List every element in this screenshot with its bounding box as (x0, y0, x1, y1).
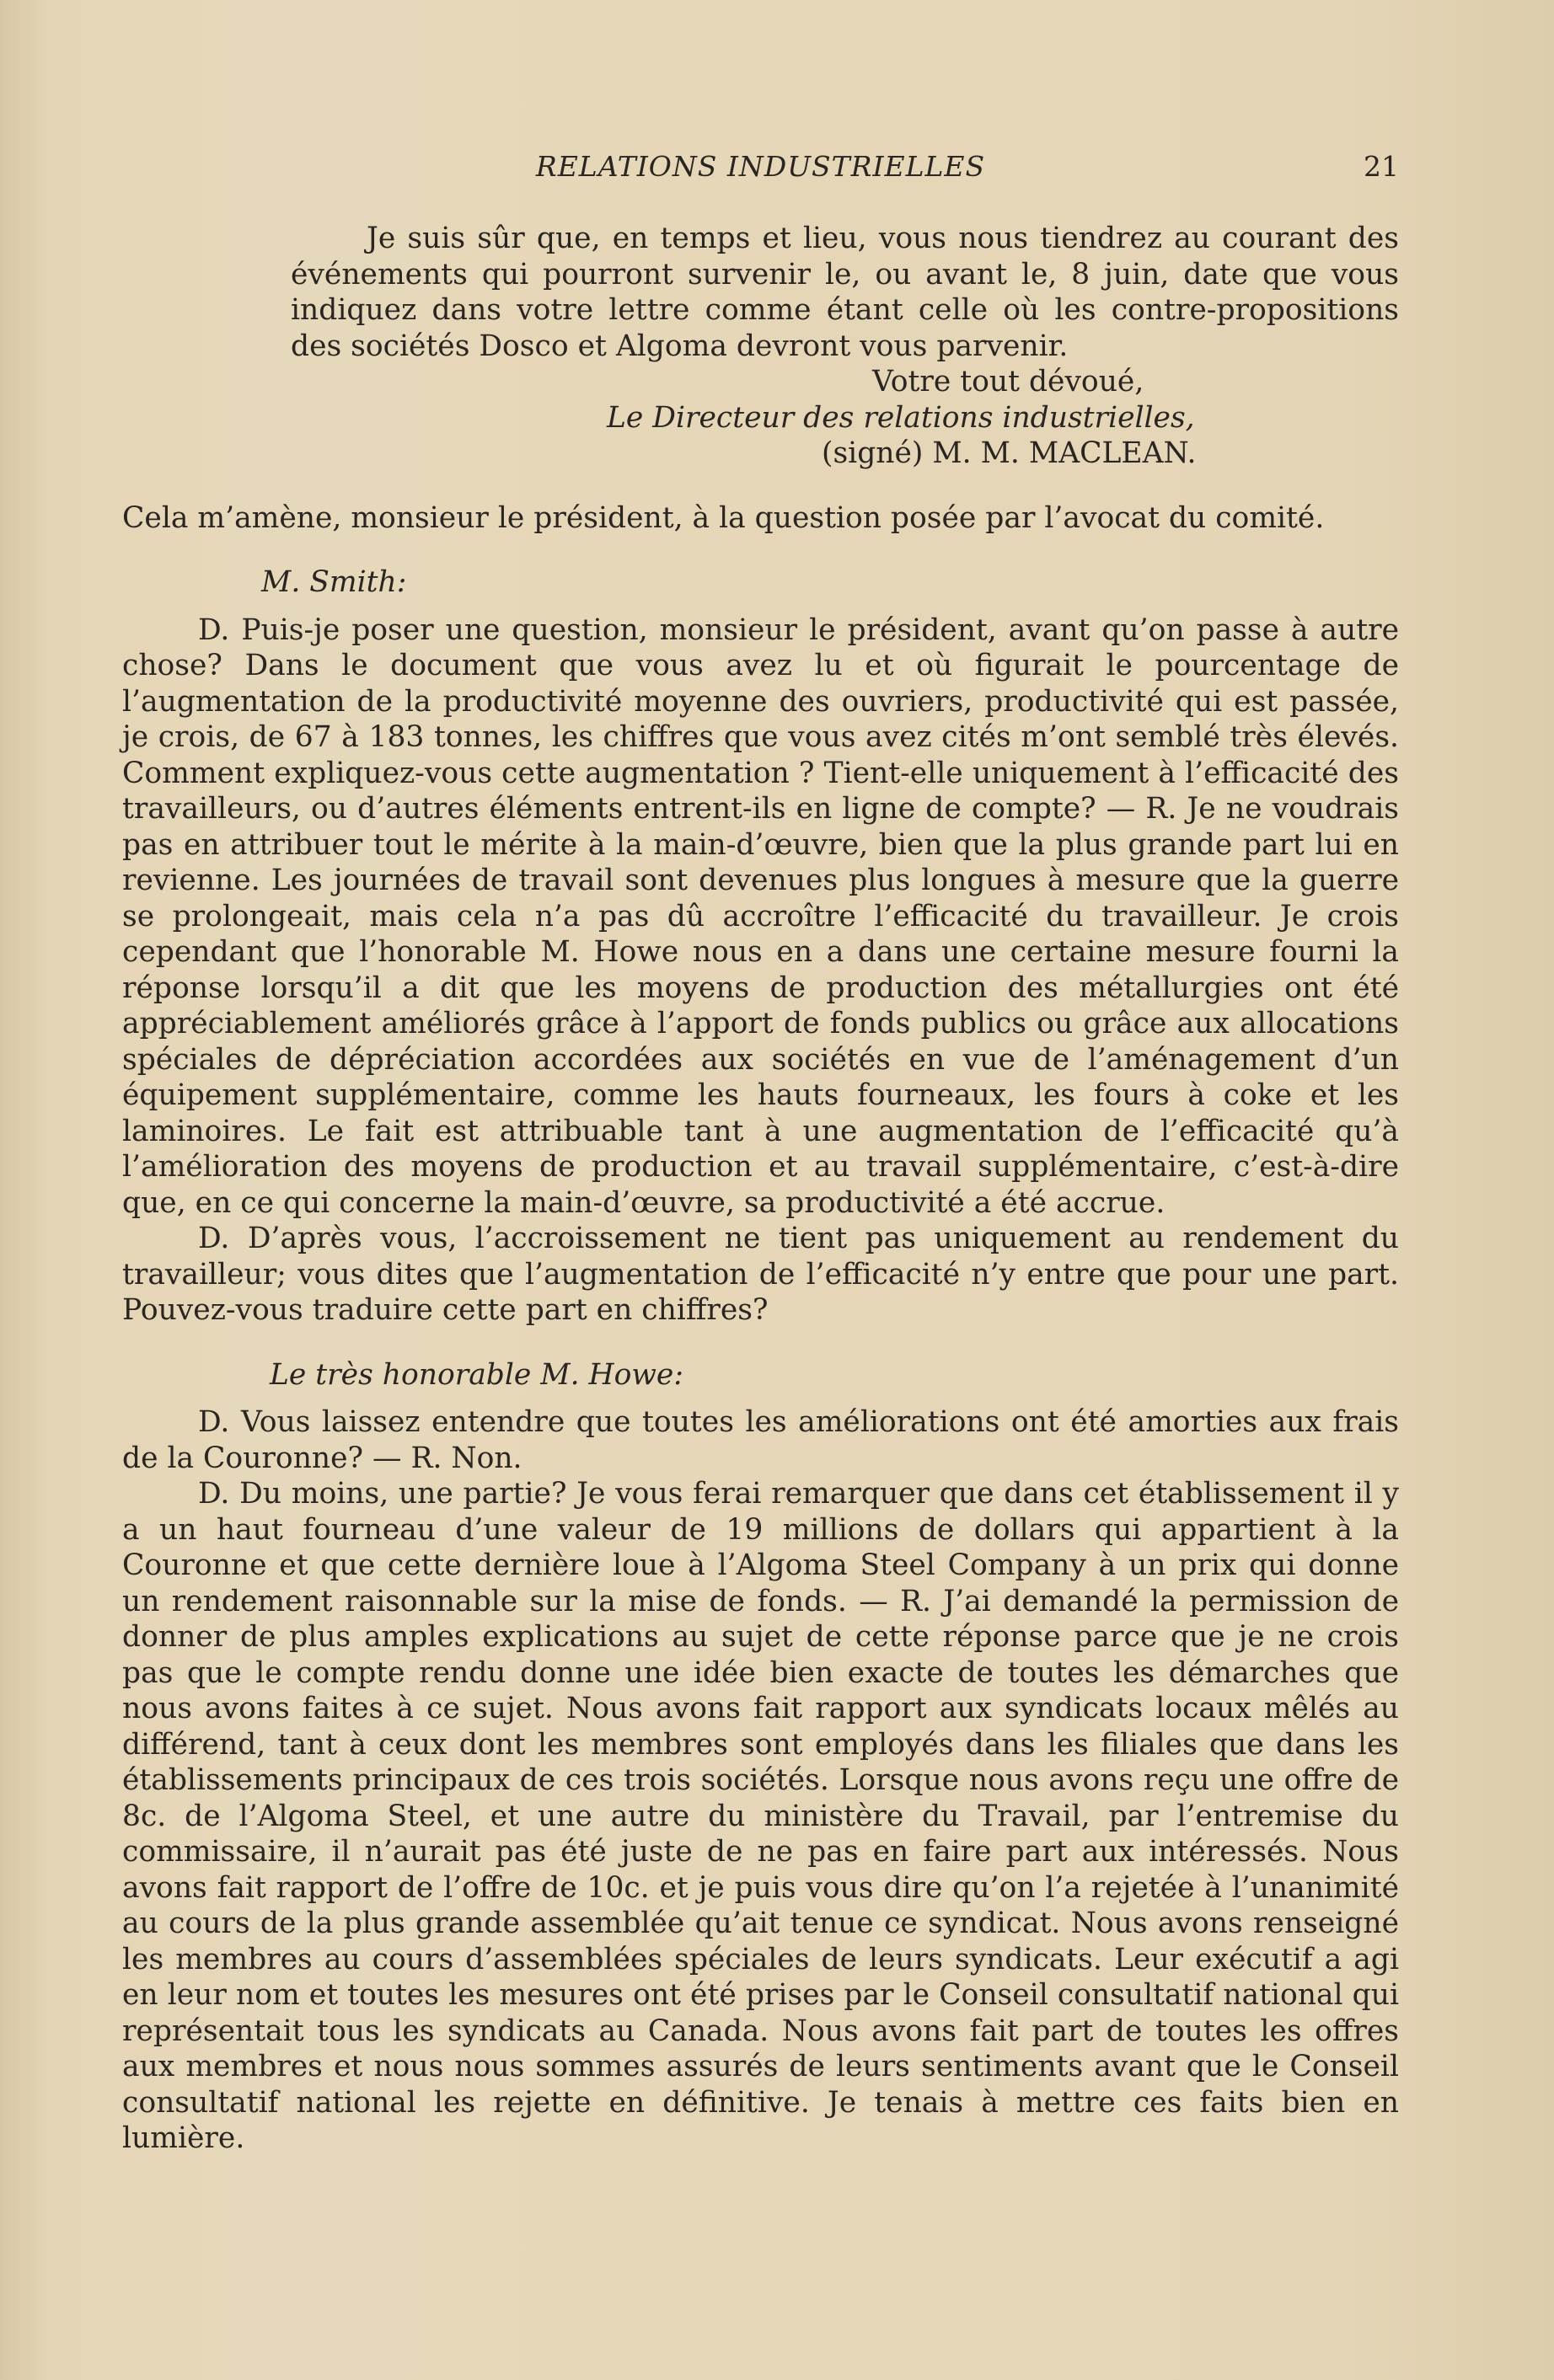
howe-paragraph-2: D. Du moins, une partie? Je vous ferai remarquer que dans cet établissement il y a un haut fourneau d’une valeur de 19 millions de dollars qui appartient à la Couronne et que cette dernière loue à l’Algoma Steel Company à un prix qui donne un rendement raisonnable sur la mise de fonds. — R. J’ai demandé la permission de donner de plus amples explications au sujet de cette réponse parce que je ne crois pas que le compte rendu donne une idée bien exacte de toutes les démarches que nous avons faites à ce sujet. Nous avons fait rapport aux syndicats locaux mêlés au différend, tant à ceux dont les membres sont employés dans les filiales que dans les établissements principaux de ces trois sociétés. Lorsque nous avons reçu une offre de 8c. de l’Algoma Steel, et une autre du ministère du Travail, par l’entremise du commissaire, il n’aurait pas été juste de ne pas en faire part aux intéressés. Nous avons fait rapport de l’offre de 10c. et je puis vous dire qu’on l’a rejetée à l’unanimité au cours de la plus grande assemblée qu’ait tenue ce syndicat. Nous avons renseigné les membres au cours d’assemblées spéciales de leurs syndicats. Leur exécutif a agi en leur nom et toutes les mesures ont été prises par le Conseil consultatif national qui représentait tous les syndicats au Canada. Nous avons fait part de toutes les offres aux membres et nous nous sommes assurés de leurs sentiments avant que le Conseil consultatif national les rejette en définitive. Je tenais à mettre ces faits bien en lumière. (122, 1477, 1399, 2155)
smith-paragraph-1: D. Puis-je poser une question, monsieur le président, avant qu’on passe à autre chose? Dans le document que vous avez lu et où figurait le pourcentage de l’augmentation de la productivité moyenne des ouvriers, productivité qui est passée, je crois, de 67 à 183 tonnes, les chiffres que vous avez cités m’ont semblé très élevés. Comment expliquez-vous cette augmentation ? Tient-elle uniquement à l’efficacité des travailleurs, ou d’autres éléments entrent-ils en ligne de compte? — R. Je ne voudrais pas en attribuer tout le mérite à la main-d’œuvre, bien que la plus grande part lui en revienne. Les journées de travail sont devenues plus longues à mesure que la guerre se prolongeait, mais cela n’a pas dû accroître l’efficacité du travailleur. Je crois cependant que l’honorable M. Howe nous en a dans une certaine mesure fourni la réponse lorsqu’il a dit que les moyens de production des métallurgies ont été appréciablement améliorés grâce à l’apport de fonds publics ou grâce aux allocations spéciales de dépréciation accordées aux sociétés en vue de l’aménagement d’un équipement supplémentaire, comme les hauts fourneaux, les fours à coke et les laminoires. Le fait est attribuable tant à une augmentation de l’efficacité qu’à l’amélioration des moyens de production et au travail supplémentaire, c’est-à-dire que, en ce qui concerne la main-d’œuvre, sa productivité a été accrue. (122, 612, 1399, 1220)
page-body (122, 221, 1399, 2157)
speaker-smith: M. Smith: (261, 565, 407, 599)
speaker-howe: Le très honorable M. Howe: (270, 1357, 683, 1392)
page-header (122, 150, 1399, 192)
transition-paragraph: Cela m’amène, monsieur le président, à la question posée par l’avocat du comité. (122, 500, 1325, 535)
howe-paragraph-1: D. Vous laissez entendre que toutes les améliorations ont été amorties aux frais de la Couronne? — R. Non. (122, 1405, 1399, 1475)
letter-body: Je suis sûr que, en temps et lieu, vous nous tiendrez au courant des événements qui pourront survenir le, ou avant le, 8 juin, date que vous indiquez dans votre lettre comme étant celle où les contre-propositions des sociétés Dosco et Algoma devront vous parvenir. (291, 222, 1399, 363)
smith-paragraph-2: D. D’après vous, l’accroissement ne tient pas uniquement au rendement du travailleur; vous dites que l’augmentation de l’efficacité n’y entre que pour une part. Pouvez-vous traduire cette part en chiffres? (122, 1222, 1399, 1327)
page-number: 21 (1364, 150, 1399, 183)
signatory-title: Le Directeur des relations industrielles, (607, 400, 1195, 435)
letter-closing: Votre tout dévoué, (872, 365, 1144, 398)
signature: (signé) M. M. MACLEAN. (822, 436, 1197, 470)
running-title: RELATIONS INDUSTRIELLES (535, 150, 986, 183)
